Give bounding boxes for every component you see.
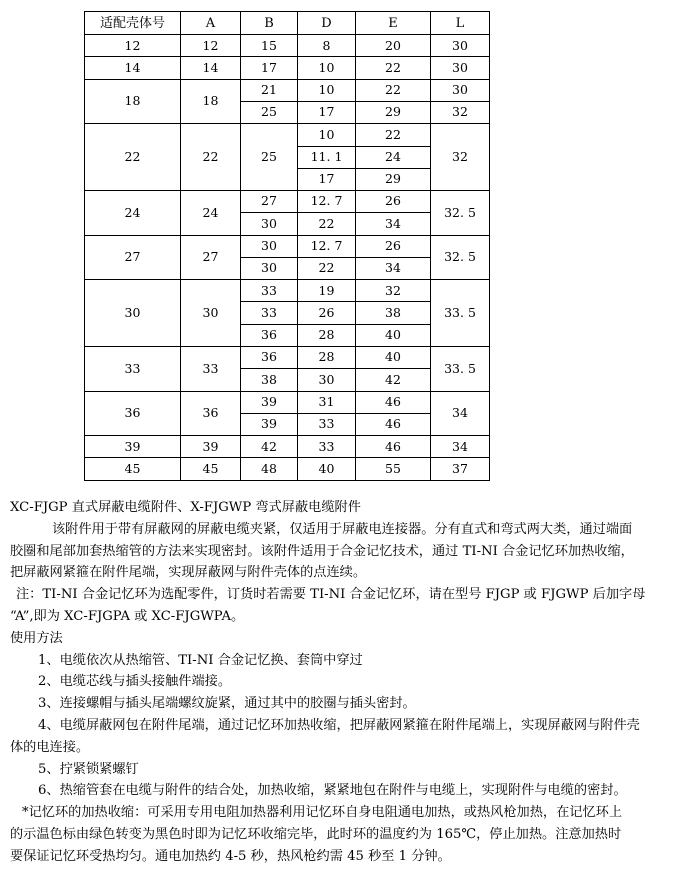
cell-e: 26: [356, 191, 431, 213]
intro-line-1: 该附件用于带有屏蔽网的屏蔽电缆夹紧，仅适用于屏蔽电连接器。分有直式和弯式两大类，通过端面: [52, 521, 633, 537]
cell-l: 33. 5: [431, 280, 490, 347]
cell-l: 30: [431, 79, 490, 101]
note-line-2: “A”,即为 XC-FJGPA 或 XC-FJGWPA。: [10, 608, 245, 624]
cell-d: 30: [298, 369, 356, 391]
cell-e: 22: [356, 79, 431, 101]
cell-e: 29: [356, 168, 431, 190]
cell-e: 32: [356, 280, 431, 302]
cell-d: 10: [298, 124, 356, 146]
header-a: A: [181, 12, 241, 35]
cell-a: 33: [181, 347, 241, 392]
cell-a: 30: [181, 280, 241, 347]
cell-d: 40: [298, 458, 356, 481]
cell-a: 27: [181, 235, 241, 280]
cell-d: 33: [298, 413, 356, 435]
cell-b: 15: [241, 35, 298, 57]
section-title: XC-FJGP 直式屏蔽电缆附件、X-FJGWP 弯式屏蔽电缆附件: [10, 500, 361, 515]
cell-a: 18: [181, 79, 241, 124]
footnote-line-1: *记忆环的加热收缩：可采用专用电阻加热器利用记忆环自身电阻通电加热，或热风枪加热，在记忆环上: [22, 805, 623, 821]
note-line-1: 注：TI-NI 合金记忆环为选配零件，订货时若需要 TI-NI 合金记忆环，请在型号 FJGP 或 FJGWP 后加字母: [16, 587, 646, 603]
cell-e: 34: [356, 257, 431, 279]
cell-e: 46: [356, 436, 431, 458]
cell-b: 33: [241, 302, 298, 324]
cell-d: 17: [298, 168, 356, 190]
dimension-table-body: [85, 12, 490, 481]
cell-d: 28: [298, 347, 356, 369]
cell-d: 22: [298, 213, 356, 235]
cell-shell: 22: [85, 124, 181, 191]
cell-d: 33: [298, 436, 356, 458]
cell-b: 39: [241, 413, 298, 435]
table-row: [85, 391, 490, 413]
table-row: [85, 191, 490, 213]
cell-d: 31: [298, 391, 356, 413]
cell-b: 25: [241, 124, 298, 191]
cell-b: 25: [241, 101, 298, 123]
cell-e: 40: [356, 324, 431, 346]
cell-b: 36: [241, 324, 298, 346]
cell-shell: 30: [85, 280, 181, 347]
cell-d: 17: [298, 101, 356, 123]
header-l: L: [431, 12, 490, 35]
cell-a: 22: [181, 124, 241, 191]
cell-l: 30: [431, 57, 490, 79]
cell-shell: 45: [85, 458, 181, 481]
cell-d: 12. 7: [298, 235, 356, 257]
cell-shell: 14: [85, 57, 181, 79]
cell-l: 37: [431, 458, 490, 481]
usage-step-6: 6、热缩管套在电缆与附件的结合处，加热收缩，紧紧地包在附件与电缆上，实现附件与电缆的密封。: [38, 783, 627, 799]
cell-b: 30: [241, 213, 298, 235]
cell-e: 24: [356, 146, 431, 168]
cell-shell: 33: [85, 347, 181, 392]
cell-d: 28: [298, 324, 356, 346]
cell-e: 46: [356, 391, 431, 413]
cell-e: 46: [356, 413, 431, 435]
cell-e: 38: [356, 302, 431, 324]
cell-d: 10: [298, 57, 356, 79]
cell-b: 38: [241, 369, 298, 391]
cell-d: 12. 7: [298, 191, 356, 213]
header-shell: 适配壳体号: [85, 12, 181, 35]
header-b: B: [241, 12, 298, 35]
usage-step-1: 1、电缆依次从热缩管、TI-NI 合金记忆换、套筒中穿过: [38, 652, 363, 668]
cell-l: 33. 5: [431, 347, 490, 392]
cell-a: 45: [181, 458, 241, 481]
cell-a: 12: [181, 35, 241, 57]
cell-shell: 18: [85, 79, 181, 124]
cell-e: 22: [356, 57, 431, 79]
usage-step-4-line-1: 4、电缆屏蔽网包在附件尾端，通过记忆环加热收缩，把屏蔽网紧箍在附件尾端上，实现屏蔽网与附件壳: [38, 717, 640, 733]
cell-e: 20: [356, 35, 431, 57]
cell-b: 48: [241, 458, 298, 481]
cell-e: 40: [356, 347, 431, 369]
table-row: [85, 436, 490, 458]
usage-step-2: 2、电缆芯线与插头接触件端接。: [38, 674, 232, 690]
table-header-row: [85, 12, 490, 35]
intro-line-3: 把屏蔽网紧箍在附件尾端，实现屏蔽网与附件壳体的点连续。: [10, 565, 367, 581]
cell-b: 27: [241, 191, 298, 213]
footnote-line-2: 的示温色标由绿色转变为黑色时即为记忆环收缩完毕，此时环的温度约为 165℃，停止加热。注意加热时: [10, 826, 622, 842]
cell-b: 30: [241, 235, 298, 257]
cell-shell: 39: [85, 436, 181, 458]
cell-b: 33: [241, 280, 298, 302]
footnote-line-3: 要保证记忆环受热均匀。通电加热约 4-5 秒，热风枪约需 45 秒至 1 分钟。: [10, 848, 451, 864]
cell-d: 26: [298, 302, 356, 324]
table-row: [85, 124, 490, 146]
table-row: [85, 57, 490, 79]
cell-e: 29: [356, 101, 431, 123]
table-row: [85, 280, 490, 302]
cell-shell: 12: [85, 35, 181, 57]
cell-b: 30: [241, 257, 298, 279]
cell-d: 11. 1: [298, 146, 356, 168]
cell-l: 34: [431, 436, 490, 458]
cell-d: 19: [298, 280, 356, 302]
cell-a: 14: [181, 57, 241, 79]
usage-step-5: 5、拧紧锁紧螺钉: [38, 761, 139, 777]
usage-title: 使用方法: [10, 630, 63, 646]
cell-l: 32. 5: [431, 191, 490, 236]
cell-l: 32: [431, 124, 490, 191]
cell-a: 39: [181, 436, 241, 458]
cell-l: 34: [431, 391, 490, 436]
cell-b: 42: [241, 436, 298, 458]
cell-e: 42: [356, 369, 431, 391]
cell-l: 30: [431, 35, 490, 57]
cell-a: 24: [181, 191, 241, 236]
table-row: [85, 347, 490, 369]
header-d: D: [298, 12, 356, 35]
cell-d: 8: [298, 35, 356, 57]
usage-step-3: 3、连接螺帽与插头尾端螺纹旋紧，通过其中的胶圈与插头密封。: [38, 696, 416, 712]
cell-b: 17: [241, 57, 298, 79]
cell-a: 36: [181, 391, 241, 436]
cell-e: 34: [356, 213, 431, 235]
table-row: [85, 35, 490, 57]
usage-step-4-line-2: 体的电连接。: [10, 739, 90, 755]
cell-b: 21: [241, 79, 298, 101]
cell-d: 22: [298, 257, 356, 279]
table-row: [85, 235, 490, 257]
cell-b: 36: [241, 347, 298, 369]
cell-e: 55: [356, 458, 431, 481]
table-row: [85, 458, 490, 481]
cell-l: 32: [431, 101, 490, 123]
cell-shell: 36: [85, 391, 181, 436]
cell-b: 39: [241, 391, 298, 413]
cell-shell: 24: [85, 191, 181, 236]
intro-line-2: 胶圈和尾部加套热缩管的方法来实现密封。该附件适用于合金记忆技术，通过 TI-NI 合金记忆环加热收缩，: [10, 543, 634, 559]
header-e: E: [356, 12, 431, 35]
table-row: [85, 79, 490, 101]
cell-e: 22: [356, 124, 431, 146]
cell-e: 26: [356, 235, 431, 257]
cell-d: 10: [298, 79, 356, 101]
cell-l: 32. 5: [431, 235, 490, 280]
cell-shell: 27: [85, 235, 181, 280]
dimension-table: [84, 11, 490, 481]
description-text: [10, 497, 695, 868]
